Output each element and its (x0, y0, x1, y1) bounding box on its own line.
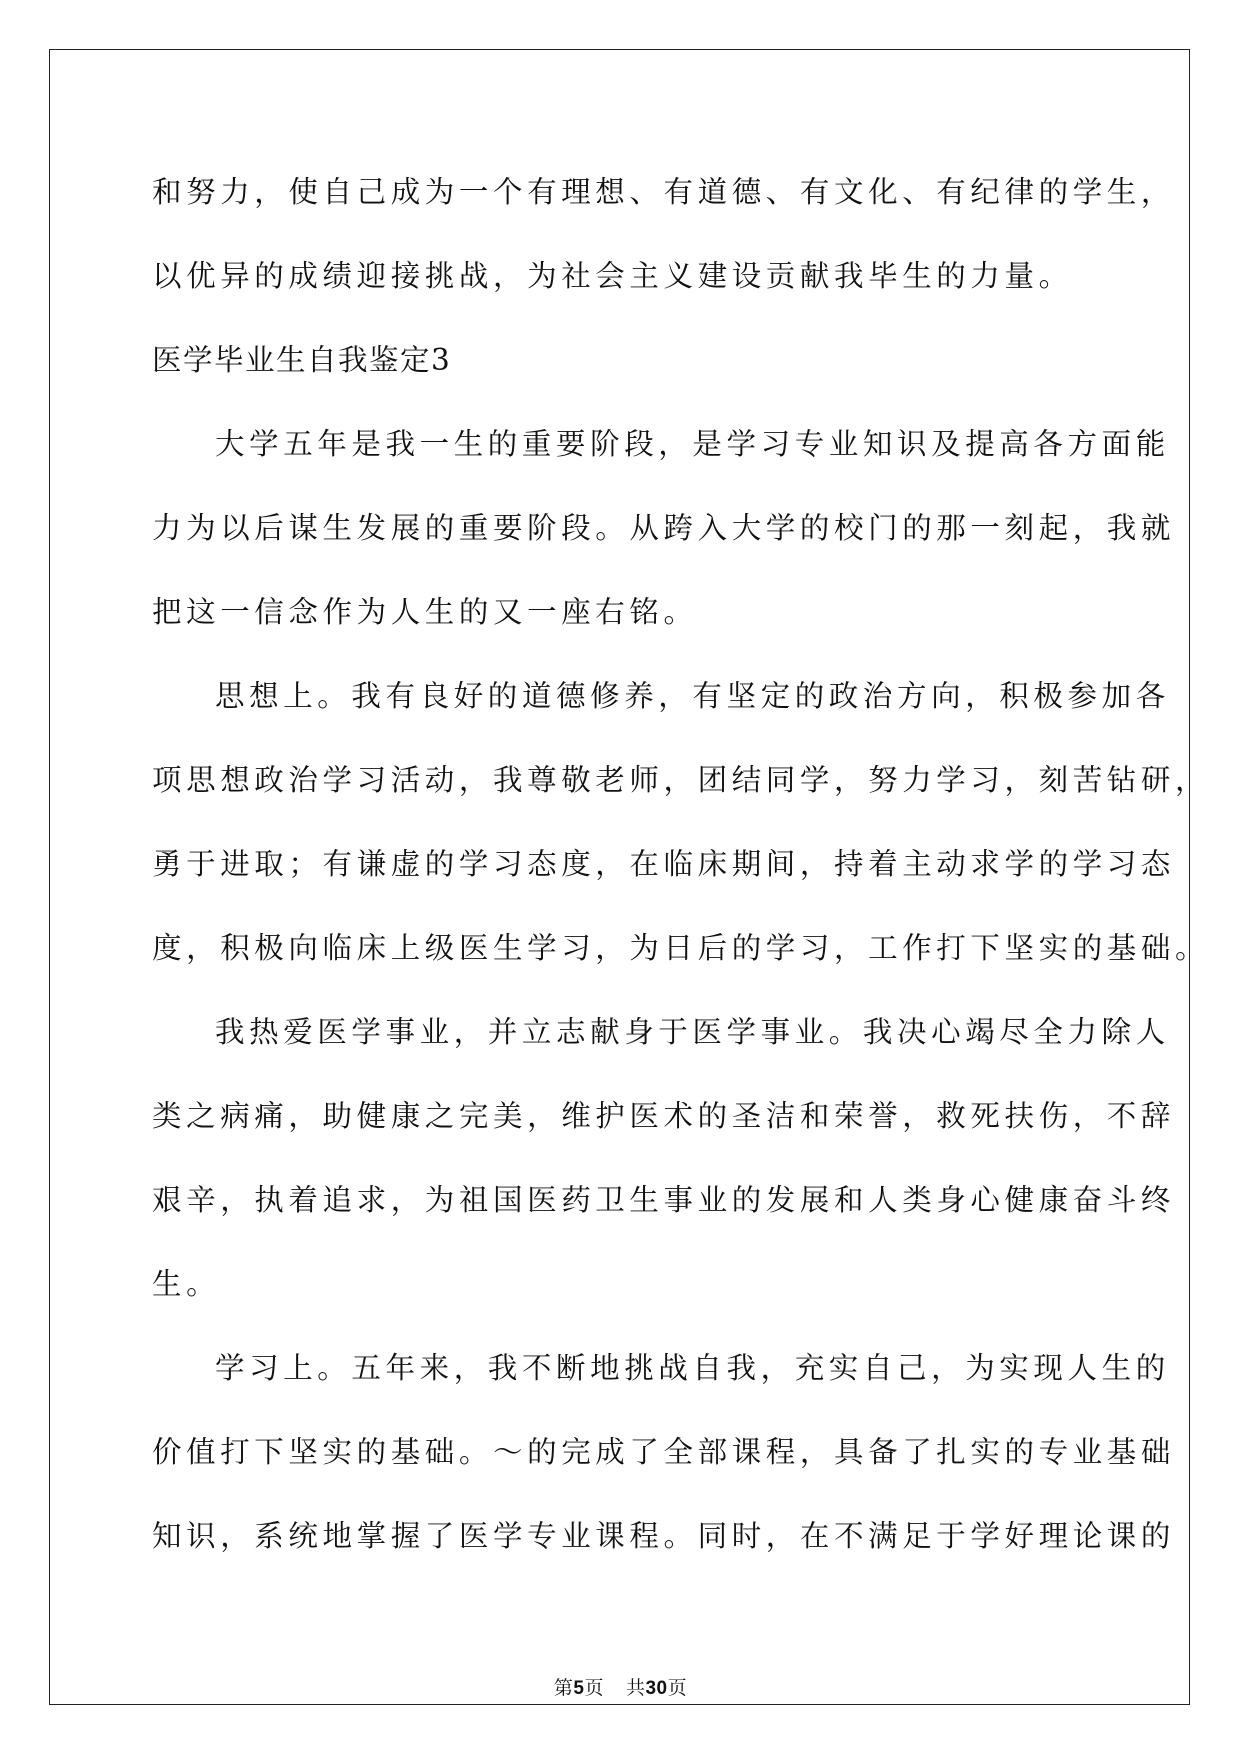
paragraph-line: 以优异的成绩迎接挑战，为社会主义建设贡献我毕生的力量。 (152, 259, 1073, 293)
total-prefix: 共 (625, 1677, 646, 1699)
paragraph-line: 大学五年是我一生的重要阶段，是学习专业知识及提高各方面能 (215, 427, 1170, 461)
document-body (152, 150, 1210, 1578)
page-footer (0, 1673, 1241, 1700)
paragraph-line: 我热爱医学事业，并立志献身于医学事业。我决心竭尽全力除人 (215, 1015, 1170, 1049)
paragraph-line: 度，积极向临床上级医生学习，为日后的学习，工作打下坚实的基础。 (152, 931, 1210, 965)
paragraph-line: 把这一信念作为人生的又一座右铭。 (152, 595, 698, 629)
paragraph-line: 知识，系统地掌握了医学专业课程。同时，在不满足于学好理论课的 (152, 1519, 1176, 1553)
page-suffix: 页 (584, 1677, 604, 1699)
paragraph-line: 思想上。我有良好的道德修养，有坚定的政治方向，积极参加各 (215, 679, 1170, 713)
paragraph-line: 生。 (152, 1267, 221, 1301)
total-suffix: 页 (667, 1677, 688, 1699)
page-number: 5 (573, 1678, 585, 1699)
paragraph-line: 项思想政治学习活动，我尊敬老师，团结同学，努力学习，刻苦钻研， (152, 763, 1210, 797)
section-heading: 医学毕业生自我鉴定3 (152, 343, 452, 377)
page-prefix: 第 (553, 1677, 574, 1699)
paragraph-line: 勇于进取；有谦虚的学习态度，在临床期间，持着主动求学的学习态 (152, 847, 1176, 881)
paragraph-line: 和努力，使自己成为一个有理想、有道德、有文化、有纪律的学生， (152, 175, 1176, 209)
paragraph-line: 类之病痛，助健康之完美，维护医术的圣洁和荣誉，救死扶伤，不辞 (152, 1099, 1176, 1133)
paragraph-line: 力为以后谋生发展的重要阶段。从跨入大学的校门的那一刻起，我就 (152, 511, 1176, 545)
paragraph-line: 价值打下坚实的基础。～的完成了全部课程，具备了扎实的专业基础 (152, 1435, 1176, 1469)
total-pages: 30 (645, 1678, 668, 1699)
paragraph-line: 艰辛，执着追求，为祖国医药卫生事业的发展和人类身心健康奋斗终 (152, 1183, 1176, 1217)
paragraph-line: 学习上。五年来，我不断地挑战自我，充实自己，为实现人生的 (215, 1351, 1170, 1385)
